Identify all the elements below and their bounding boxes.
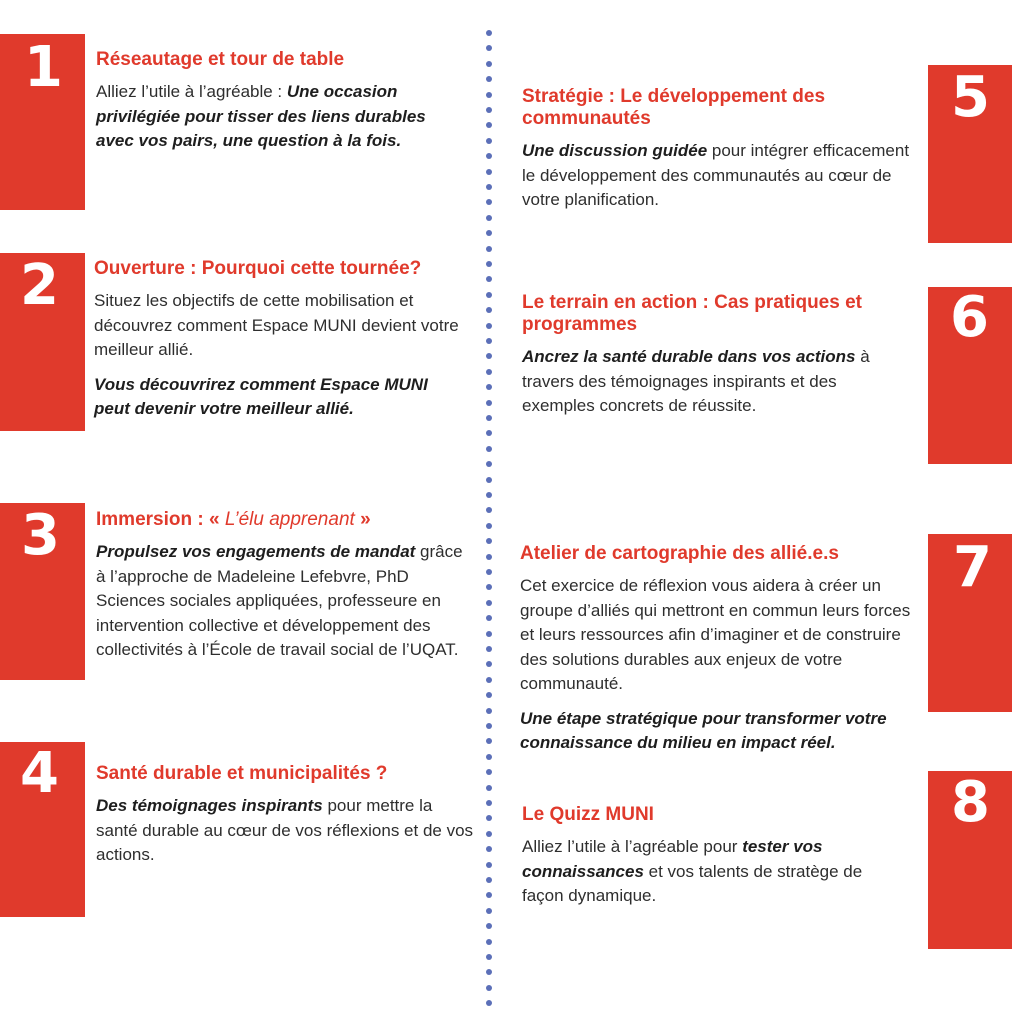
divider-dot [486,892,492,898]
divider-dot [486,862,492,868]
divider-dot [486,908,492,914]
item-title: Atelier de cartographie des allié.e.s [520,543,839,564]
step-number-2: 2 [20,253,59,318]
divider-dot [486,415,492,421]
divider-dot [486,369,492,375]
item-title: Stratégie : Le développement des communautés [522,86,826,129]
divider-dot [486,122,492,128]
divider-dot [486,199,492,205]
step-number-1: 1 [24,35,63,100]
divider-dot [486,76,492,82]
agenda-item-2 [94,258,466,422]
divider-dot [486,323,492,329]
divider-dot [486,584,492,590]
divider-dot [486,600,492,606]
divider-dot [486,215,492,221]
step-number-8: 8 [951,770,990,835]
divider-dot [486,785,492,791]
divider-dot [486,92,492,98]
divider-dot [486,800,492,806]
item-text: Une discussion guidée pour intégrer efficacement le développement des communautés au cœur de votre planification. [522,141,910,209]
divider-dot [486,446,492,452]
divider-dot [486,61,492,67]
step-number-7: 7 [953,535,992,600]
divider-dot [486,230,492,236]
divider-dot [486,538,492,544]
step-number-6: 6 [950,285,989,350]
item-text: Alliez l’utile à l’agréable : Une occasion privilégiée pour tisser des liens durables avec vos pairs, une question à la fois. [96,82,426,150]
divider-dot [486,723,492,729]
divider-dot [486,246,492,252]
agenda-item-6 [522,292,912,419]
divider-dot [486,969,492,975]
divider-dot [486,430,492,436]
divider-dot [486,569,492,575]
divider-dot [486,923,492,929]
divider-dot [486,815,492,821]
divider-dot [486,461,492,467]
divider-dot [486,523,492,529]
divider-dot [486,169,492,175]
item-text: Des témoignages inspirants pour mettre la santé durable au cœur de vos réflexions et de vos actions. [96,796,474,864]
divider-dot [486,261,492,267]
divider-dot [486,45,492,51]
item-highlight: Vous découvrirez comment Espace MUNI peut devenir votre meilleur allié. [94,374,428,418]
divider-dot [486,692,492,698]
divider-dot [486,276,492,282]
item-title: Santé durable et municipalités ? [96,763,388,784]
divider-dot [486,985,492,991]
divider-dot [486,384,492,390]
agenda-item-8 [522,804,902,909]
agenda-item-4 [96,763,476,868]
divider-dot [486,677,492,683]
divider-dot [486,400,492,406]
step-number-3: 3 [21,503,60,568]
divider-dot [486,754,492,760]
agenda-item-7 [520,543,912,756]
divider-dot [486,153,492,159]
item-title: Le terrain en action : Cas pratiques et programmes [522,292,862,335]
dotted-divider [482,30,496,1020]
divider-dot [486,831,492,837]
item-text: Propulsez vos engagements de mandat grâce à l’approche de Madeleine Lefebvre, PhD Sciences sociales appliquées, professeure en intervention collective et développement des collectivités à l’École de travail social de l’UQAT. [96,542,463,659]
agenda-item-1 [96,49,466,154]
divider-dot [486,30,492,36]
divider-dot [486,477,492,483]
divider-dot [486,507,492,513]
divider-dot [486,877,492,883]
divider-dot [486,661,492,667]
divider-dot [486,554,492,560]
step-number-5: 5 [951,65,990,130]
item-title: Ouverture : Pourquoi cette tournée? [94,258,422,279]
item-text: Cet exercice de réflexion vous aidera à créer un groupe d’alliés qui mettront en commun leurs forces et leurs ressources afin d’imaginer et de construire des solutions durables aux enjeux de votre communauté. [520,576,911,693]
divider-dot [486,769,492,775]
item-text: Situez les objectifs de cette mobilisation et découvrez comment Espace MUNI devient votre meilleur allié. [94,291,459,359]
item-title: Immersion : « L’élu apprenant » [96,509,371,530]
agenda-item-3 [96,509,466,663]
divider-dot [486,184,492,190]
divider-dot [486,338,492,344]
divider-dot [486,292,492,298]
divider-dot [486,492,492,498]
divider-dot [486,846,492,852]
divider-dot [486,646,492,652]
divider-dot [486,307,492,313]
divider-dot [486,631,492,637]
divider-dot [486,1000,492,1006]
agenda-item-5 [522,86,912,213]
step-number-4: 4 [20,741,59,806]
item-text: Alliez l’utile à l’agréable pour tester vos connaissances et vos talents de stratège de façon dynamique. [522,837,863,905]
divider-dot [486,708,492,714]
divider-dot [486,107,492,113]
divider-dot [486,615,492,621]
item-highlight: Une étape stratégique pour transformer votre connaissance du milieu en impact réel. [520,708,887,752]
item-title: Le Quizz MUNI [522,804,654,825]
divider-dot [486,353,492,359]
divider-dot [486,939,492,945]
divider-dot [486,138,492,144]
divider-dot [486,738,492,744]
item-text: Ancrez la santé durable dans vos actions à travers des témoignages inspirants et des exemples concrets de réussite. [522,347,870,415]
divider-dot [486,954,492,960]
item-title: Réseautage et tour de table [96,49,345,70]
